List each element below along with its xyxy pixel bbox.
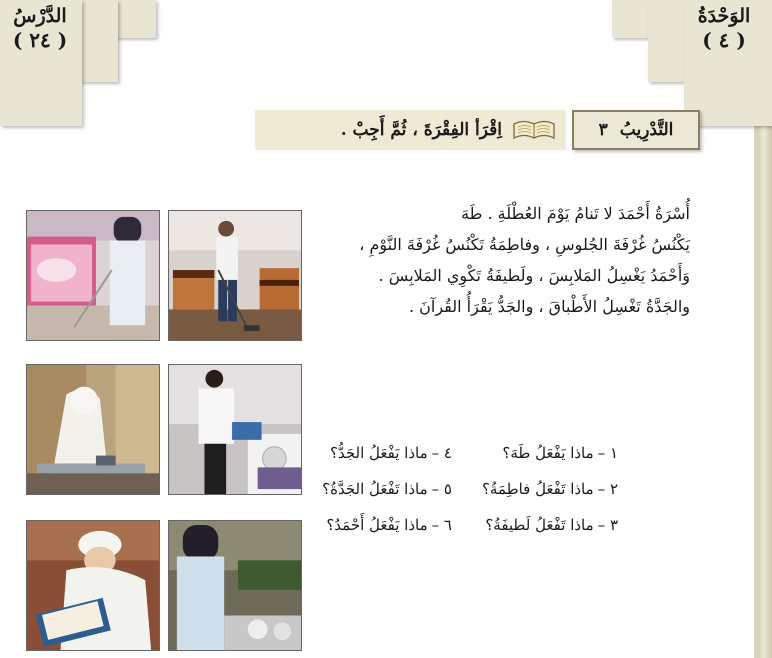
question-number: ٣ –: [597, 516, 618, 534]
question-item: [482, 516, 618, 552]
paragraph-line: أُسْرَةُ أَحْمَدَ لا تَنامُ يَوْمَ العُطْلَةِ . طَهَ: [461, 204, 690, 223]
question-number: ٥ –: [431, 480, 452, 498]
paragraph-line: يَكْنُسُ غُرْفَةَ الجُلوسِ ، وفاطِمَةُ تَكْنُسُ غُرْفَةَ النَّوْمِ ،: [359, 235, 690, 254]
question-item: [318, 516, 452, 552]
question-number: ٦ –: [431, 516, 452, 534]
photo-woman-ironing: [26, 364, 160, 495]
exercise-instruction-box: [255, 110, 566, 150]
photo-woman-vacuuming: [26, 210, 160, 341]
lesson-label: الدَّرْسُ: [13, 5, 67, 27]
photo-boy-vacuuming: [168, 210, 302, 341]
question-item: [482, 480, 618, 516]
exercise-instruction: اِقْرَأ الفِقْرَةَ ، ثُمَّ أَجِبْ .: [340, 120, 502, 140]
page-edge-stripe: [754, 120, 758, 658]
photo-boy-washing: [168, 364, 302, 495]
book-icon: [512, 118, 556, 142]
question-item: [318, 480, 452, 516]
lesson-number: ( ٢٤ ): [12, 28, 68, 52]
question-item: [318, 444, 452, 480]
paragraph-line: والجَدَّةُ تَغْسِلُ الأَطْباقَ ، والجَدُّ يَقْرَأُ القُرآنَ .: [408, 297, 690, 316]
question-number: ٤ –: [431, 444, 452, 462]
question-text: ماذا تَفْعَلُ فاطِمَةُ؟: [481, 480, 594, 498]
photo-woman-dishes: [168, 520, 302, 651]
question-text: ماذا يَفْعَلُ أَحْمَدُ؟: [326, 516, 428, 534]
question-text: ماذا يَفْعَلُ طَهَ؟: [502, 444, 594, 462]
exercise-title-box: [572, 110, 700, 150]
questions-list: [318, 444, 618, 552]
reading-paragraph: [300, 198, 690, 322]
question-text: ماذا تَفْعَلُ لَطيفَةُ؟: [485, 516, 594, 534]
exercise-number: ٣: [598, 120, 608, 140]
photo-grandfather-reading: [26, 520, 160, 651]
paragraph-line: وَأَحْمَدُ يَغْسِلُ المَلابِسَ ، ولَطيفَةُ تَكْوِي المَلابِسَ .: [378, 266, 690, 285]
exercise-header: [255, 110, 700, 150]
question-text: ماذا يَفْعَلُ الجَدُّ؟: [330, 444, 428, 462]
question-item: [482, 444, 618, 480]
unit-label: الوَحْدَةُ: [697, 5, 751, 27]
exercise-title: التَّدْرِيبُ: [619, 120, 674, 140]
lesson-tab: [0, 0, 160, 130]
question-number: ١ –: [597, 444, 618, 462]
question-number: ٢ –: [597, 480, 618, 498]
question-text: ماذا تَفْعَلُ الجَدَّةُ؟: [322, 480, 428, 498]
unit-number: ( ٤ ): [702, 28, 746, 52]
